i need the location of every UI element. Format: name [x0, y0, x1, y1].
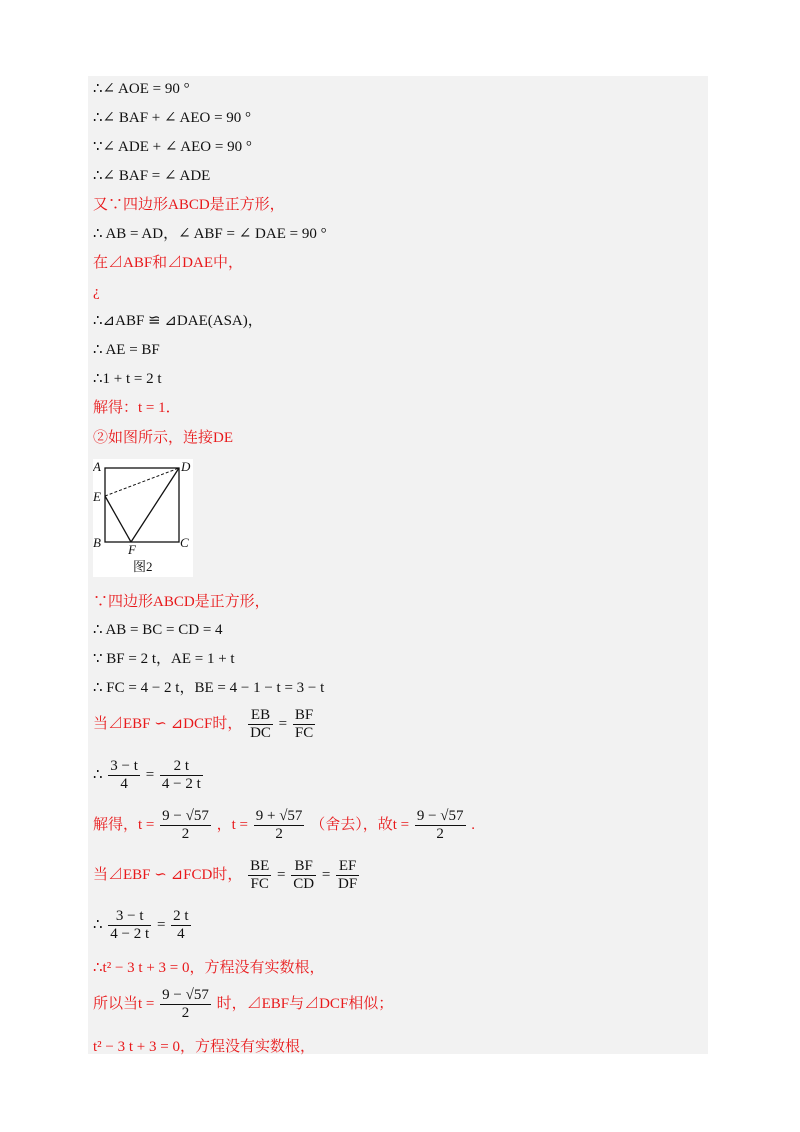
fraction-numerator: BF	[294, 707, 314, 723]
fraction-denominator: 4	[120, 776, 128, 792]
fraction-numerator: 3 − t	[110, 758, 138, 774]
step-line-red: 又∵四边形ABCD是正方形，	[93, 197, 285, 213]
fraction-denominator: 4 − 2 t	[110, 926, 150, 942]
fraction-numerator: BF	[291, 858, 316, 876]
similar-case-1	[93, 707, 317, 742]
equals-sign: =	[277, 866, 286, 883]
step-line-red: 解得：t = 1．	[93, 400, 181, 416]
fraction-denominator: 2	[181, 1005, 190, 1021]
equation-line	[93, 758, 205, 793]
label-d: D	[181, 459, 191, 474]
fraction-numerator: 2 t	[173, 908, 189, 924]
fraction-denominator: DF	[338, 876, 358, 892]
fraction-denominator: 2	[436, 826, 444, 842]
case-label: 当⊿EBF ∽ ⊿FCD时，	[93, 866, 243, 883]
step-line-red: t² − 3 t + 3 = 0，方程没有实数根，	[93, 1039, 315, 1055]
step-line-red: ②如图所示，连接DE	[93, 430, 233, 446]
equals-sign: =	[278, 715, 288, 732]
label-e: E	[93, 489, 101, 504]
fraction-denominator: FC	[250, 876, 269, 892]
step-line: ∴⊿ABF ≌ ⊿DAE(ASA)，	[93, 313, 263, 329]
solution-text: （舍去），故t =	[310, 816, 410, 833]
fraction-denominator: CD	[293, 876, 315, 892]
fraction-numerator: 3 − t	[108, 908, 151, 926]
step-line: ∴ AB = AD，∠ ABF = ∠ DAE = 90 °	[93, 226, 327, 242]
solution-text: ，t =	[216, 816, 248, 833]
figure-caption: 图2	[133, 559, 153, 574]
therefore-symbol: ∴	[93, 916, 103, 933]
therefore-symbol: ∴	[93, 766, 103, 783]
step-line: ∴1 + t = 2 t	[93, 371, 162, 387]
period: .	[471, 816, 476, 833]
fraction-denominator: FC	[294, 725, 314, 741]
fraction-numerator: EF	[336, 858, 359, 876]
conclusion-line	[93, 987, 393, 1022]
fraction-denominator: DC	[250, 725, 271, 741]
step-line: ∴∠ BAF + ∠ AEO = 90 °	[93, 110, 252, 126]
fraction-numerator: 2 t	[160, 758, 203, 776]
fraction-numerator: BE	[250, 858, 270, 874]
square-figure	[93, 459, 193, 577]
conclusion-text: 所以当t =	[93, 995, 155, 1012]
fraction-numerator: EB	[248, 707, 273, 725]
label-a: A	[93, 459, 101, 474]
step-line: ∴ FC = 4 − 2 t，BE = 4 − 1 − t = 3 − t	[93, 680, 325, 696]
step-line: ∵ BF = 2 t，AE = 1 + t	[93, 651, 235, 667]
fraction-numerator: 9 − √57	[416, 808, 464, 824]
step-line-red: 在⊿ABF和⊿DAE中，	[93, 255, 244, 271]
fraction-denominator: 2	[181, 826, 190, 842]
step-line: ∵∠ ADE + ∠ AEO = 90 °	[93, 139, 252, 155]
conclusion-text: 时，⊿EBF与⊿DCF相似；	[216, 995, 394, 1012]
step-line-red: ¿	[93, 284, 100, 300]
step-line: ∴ AE = BF	[93, 342, 160, 358]
step-line: ∴∠ BAF = ∠ ADE	[93, 168, 211, 184]
step-line-red: ∴t² − 3 t + 3 = 0，方程没有实数根，	[93, 960, 325, 976]
label-c: C	[180, 535, 189, 550]
similar-case-2	[93, 858, 361, 893]
equals-sign: =	[321, 866, 331, 883]
label-b: B	[93, 535, 101, 550]
fraction-numerator: 9 − √57	[162, 808, 209, 824]
fraction-numerator: 9 + √57	[255, 808, 303, 824]
solution-text: 解得，t =	[93, 816, 155, 833]
step-line: ∴∠ AOE = 90 °	[93, 81, 190, 97]
case-label: 当⊿EBF ∽ ⊿DCF时，	[93, 715, 243, 732]
label-f: F	[128, 542, 136, 557]
fraction-denominator: 4 − 2 t	[161, 776, 201, 792]
step-line-red: ∵四边形ABCD是正方形，	[93, 594, 270, 610]
step-line: ∴ AB = BC = CD = 4	[93, 622, 223, 638]
fraction-denominator: 2	[275, 826, 283, 842]
solution-line	[93, 808, 475, 843]
equals-sign: =	[145, 766, 155, 783]
equation-line	[93, 908, 193, 943]
equals-sign: =	[156, 916, 166, 933]
fraction-numerator: 9 − √57	[162, 987, 209, 1003]
fraction-denominator: 4	[177, 926, 185, 942]
